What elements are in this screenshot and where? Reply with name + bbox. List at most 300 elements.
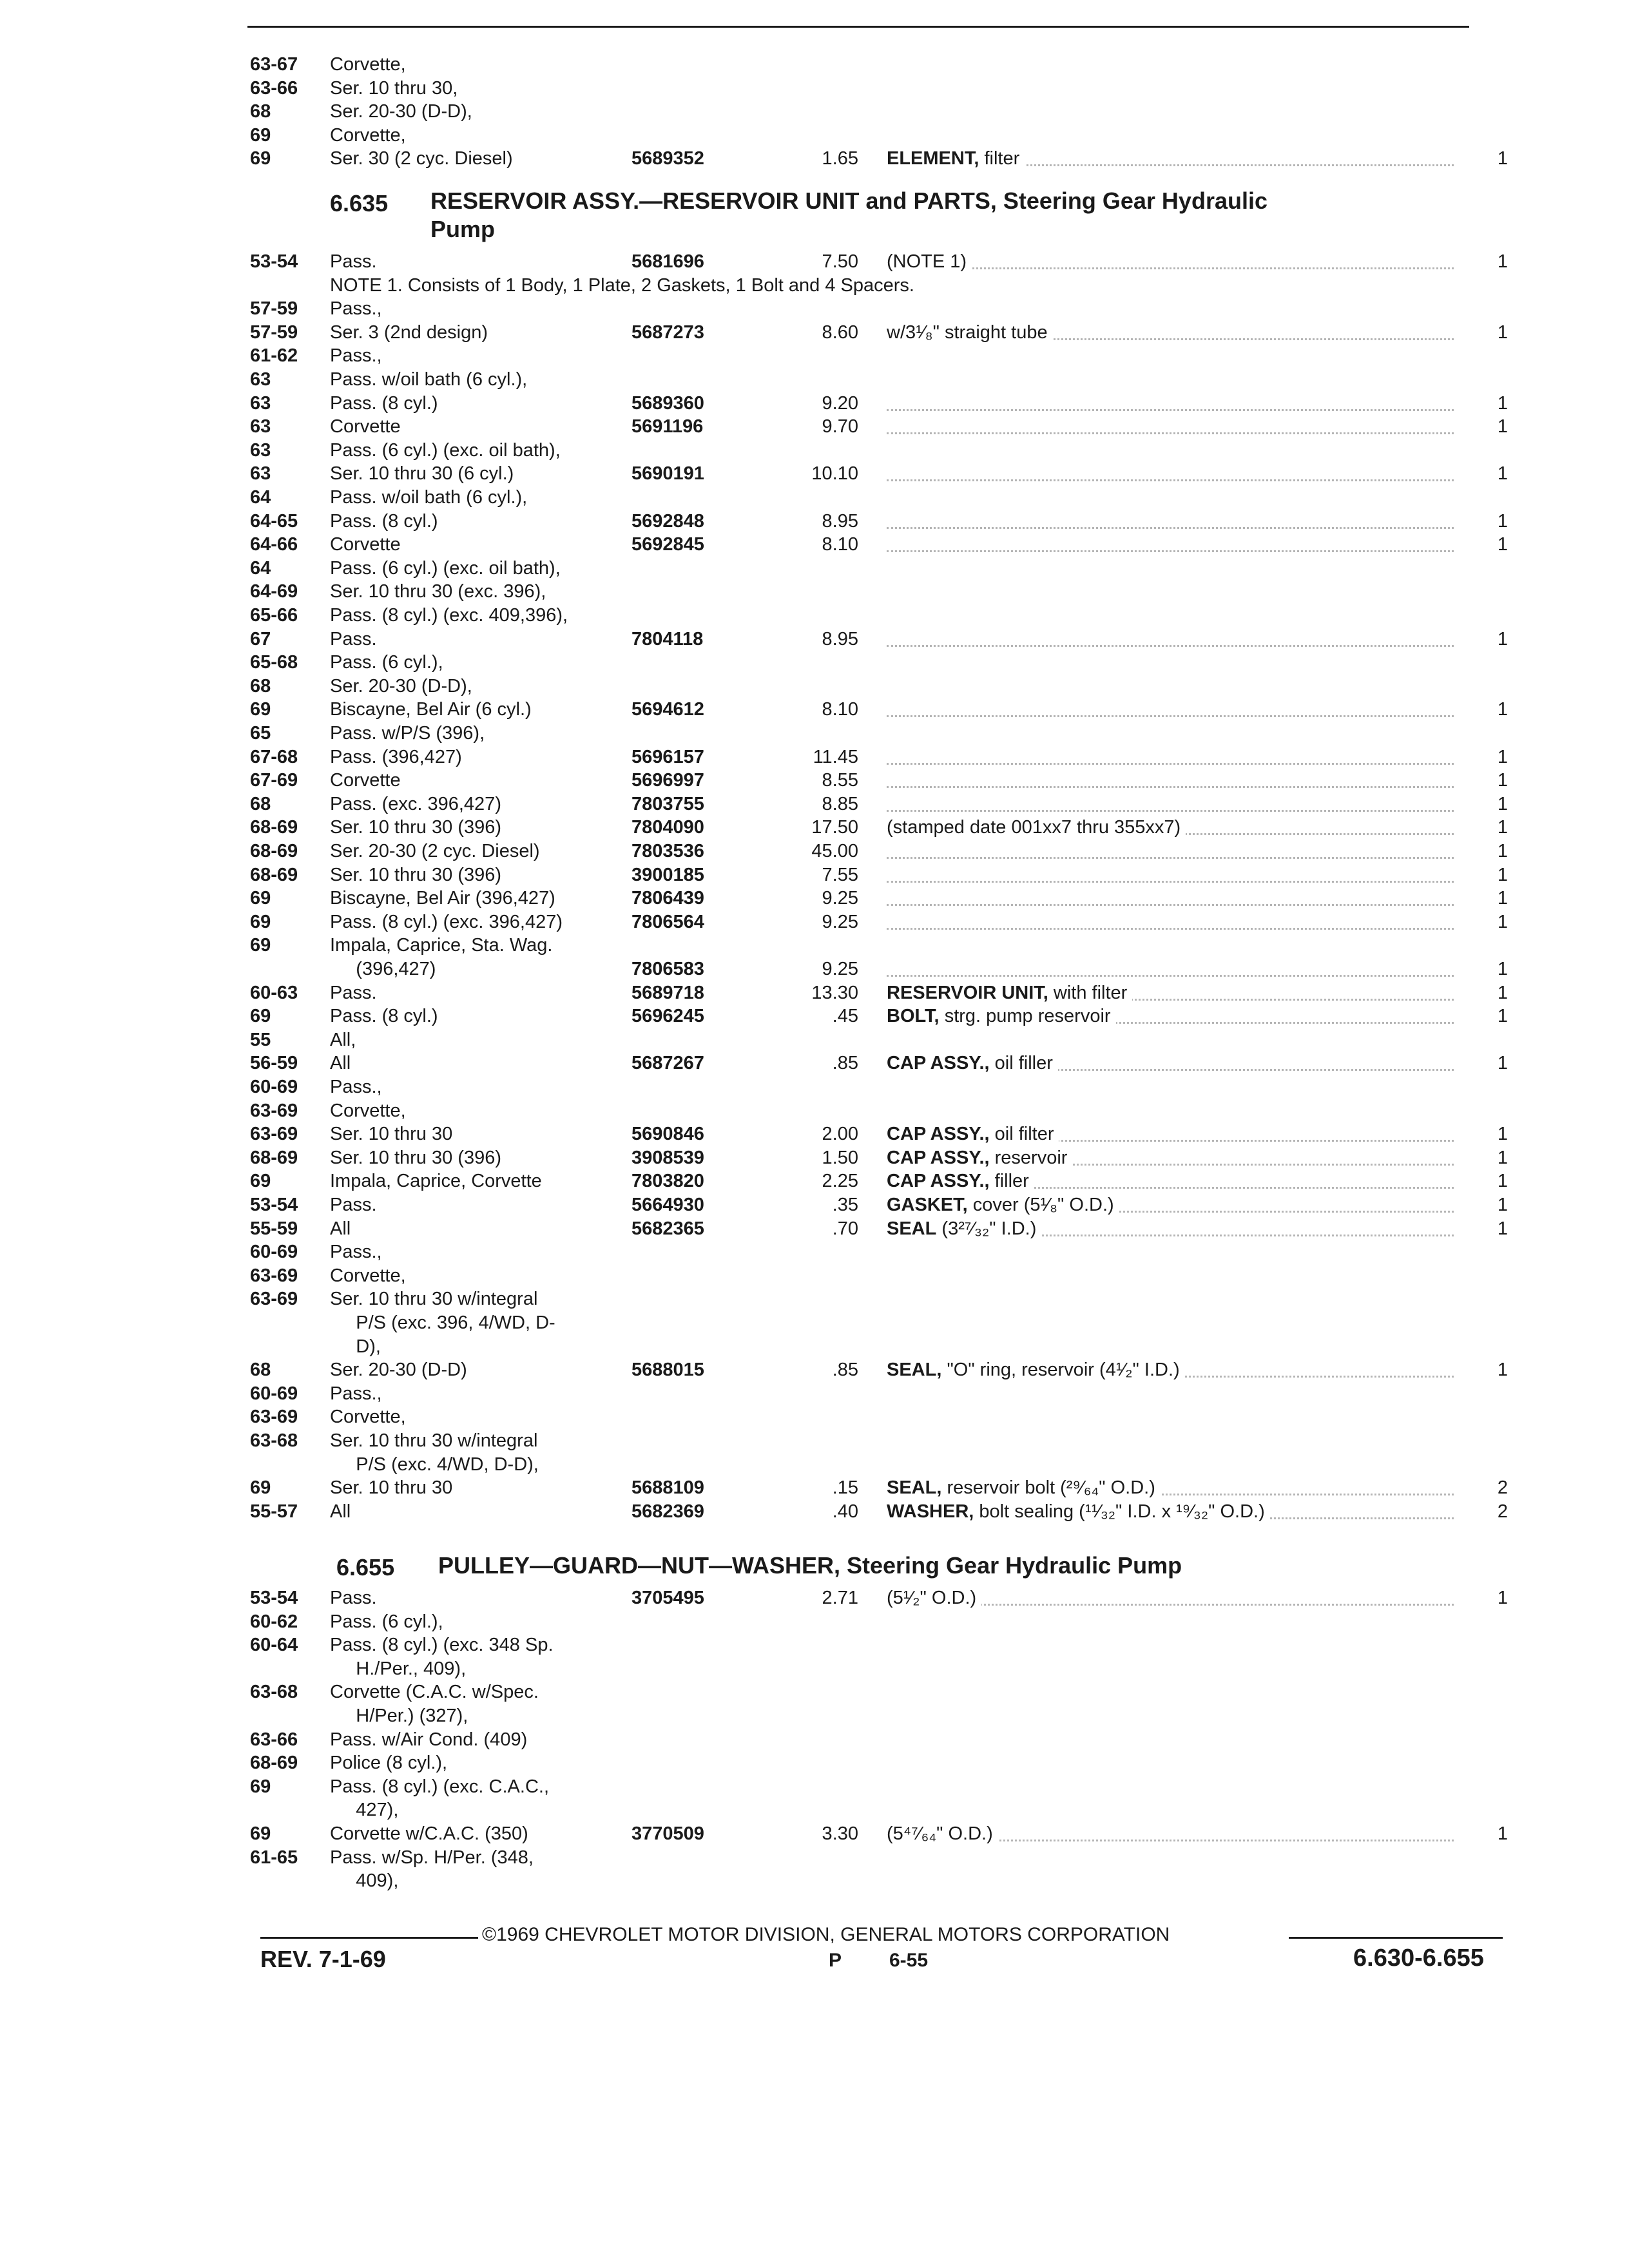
year-range: 63-69 bbox=[250, 1265, 298, 1286]
dot-leader bbox=[887, 386, 1454, 411]
description-item: BOLT, bbox=[887, 1006, 940, 1027]
quantity: 1 bbox=[1489, 981, 1508, 1004]
application: Pass. w/oil bath (6 cyl.), bbox=[330, 369, 528, 390]
note-text: NOTE 1. Consists of 1 Body, 1 Plate, 2 Gaskets, 1 Bolt and 4 Spacers. bbox=[330, 274, 914, 296]
application: Biscayne, Bel Air (396,427) bbox=[330, 888, 555, 909]
year-range: 60-69 bbox=[250, 1383, 298, 1404]
year-range: 63 bbox=[250, 439, 271, 461]
catalog-row bbox=[0, 1052, 1629, 1075]
description-item: WASHER, bbox=[887, 1501, 974, 1522]
price: .70 bbox=[832, 1218, 858, 1239]
catalog-row bbox=[0, 1586, 1629, 1610]
part-number: 5687267 bbox=[631, 1053, 704, 1074]
year-range: 69 bbox=[250, 1776, 271, 1797]
application: Ser. 20-30 (D-D), bbox=[330, 101, 472, 122]
part-number: 7803536 bbox=[631, 841, 704, 861]
description-item: SEAL, bbox=[887, 1477, 942, 1499]
quantity: 1 bbox=[1489, 321, 1508, 344]
description-text: "O" ring, reservoir (4¹⁄₂" I.D.) bbox=[947, 1360, 1180, 1381]
application: Pass. (8 cyl.) bbox=[330, 1006, 438, 1027]
quantity: 1 bbox=[1489, 1217, 1508, 1240]
description bbox=[887, 1004, 1116, 1028]
year-range: 57-59 bbox=[250, 322, 298, 343]
quantity: 1 bbox=[1489, 816, 1508, 839]
quantity: 1 bbox=[1489, 863, 1508, 887]
part-number: 5696997 bbox=[631, 770, 704, 791]
price: 11.45 bbox=[813, 746, 858, 767]
description-text: with filter bbox=[1053, 982, 1128, 1003]
description-text: (stamped date 001xx7 thru 355xx7) bbox=[887, 817, 1181, 838]
year-range: 69 bbox=[250, 1006, 271, 1027]
quantity: 1 bbox=[1489, 793, 1508, 816]
part-number: 5690191 bbox=[631, 463, 704, 485]
application: Pass. w/Sp. H/Per. (348, bbox=[330, 1847, 534, 1868]
description bbox=[887, 1822, 998, 1845]
catalog-row bbox=[0, 1822, 1629, 1845]
year-range: 63-66 bbox=[250, 77, 298, 99]
year-range: 69 bbox=[250, 1171, 271, 1192]
part-number: 5696157 bbox=[631, 746, 704, 767]
application: Ser. 10 thru 30 bbox=[330, 1477, 453, 1499]
price: 45.00 bbox=[811, 841, 858, 861]
year-range: 63-69 bbox=[250, 1100, 298, 1121]
dot-leader bbox=[887, 787, 1454, 812]
application: 409), bbox=[330, 1870, 399, 1892]
quantity: 1 bbox=[1489, 533, 1508, 556]
description-text: cover (5¹⁄₈" O.D.) bbox=[972, 1195, 1114, 1215]
quantity: 1 bbox=[1489, 698, 1508, 721]
description-item: CAP ASSY., bbox=[887, 1147, 990, 1168]
quantity: 1 bbox=[1489, 910, 1508, 934]
description-text: strg. pump reservoir bbox=[944, 1006, 1111, 1027]
catalog-row bbox=[0, 1264, 1629, 1287]
application: Corvette, bbox=[330, 124, 406, 146]
year-range: 68 bbox=[250, 101, 271, 122]
quantity: 2 bbox=[1489, 1476, 1508, 1499]
copyright: ©1969 CHEVROLET MOTOR DIVISION, GENERAL MOTORS CORPORATION bbox=[482, 1924, 1170, 1945]
quantity: 1 bbox=[1489, 840, 1508, 863]
dot-leader bbox=[887, 952, 1454, 977]
part-number: 5696245 bbox=[631, 1006, 704, 1027]
application: Pass. (8 cyl.) bbox=[330, 510, 438, 532]
dot-leader bbox=[887, 409, 1454, 434]
year-range: 63-68 bbox=[250, 1682, 298, 1703]
catalog-row bbox=[0, 651, 1629, 674]
year-range: 69 bbox=[250, 148, 271, 169]
price: .85 bbox=[832, 1360, 858, 1381]
year-range: 64-69 bbox=[250, 581, 298, 602]
description-text: filler bbox=[994, 1171, 1029, 1192]
application: Ser. 20-30 (D-D), bbox=[330, 675, 472, 697]
application: Corvette w/C.A.C. (350) bbox=[330, 1823, 528, 1844]
year-range: 57-59 bbox=[250, 298, 298, 320]
year-range: 63 bbox=[250, 392, 271, 414]
description bbox=[887, 1052, 1058, 1075]
part-number: 7803820 bbox=[631, 1171, 704, 1192]
year-range: 60-62 bbox=[250, 1611, 298, 1632]
price: 9.25 bbox=[822, 911, 858, 932]
part-number: 5691196 bbox=[631, 416, 704, 437]
application: Pass. (6 cyl.) (exc. oil bath), bbox=[330, 557, 561, 579]
description-text: (NOTE 1) bbox=[887, 251, 967, 272]
quantity: 1 bbox=[1489, 1822, 1508, 1845]
application: Pass. bbox=[330, 1195, 377, 1215]
description-item: GASKET, bbox=[887, 1195, 968, 1215]
description bbox=[887, 1500, 1270, 1523]
application: Ser. 10 thru 30 (exc. 396), bbox=[330, 581, 546, 602]
year-range: 67-69 bbox=[250, 770, 298, 791]
application: Impala, Caprice, Sta. Wag. bbox=[330, 935, 553, 956]
price: 2.71 bbox=[822, 1588, 858, 1608]
year-range: 68-69 bbox=[250, 1753, 298, 1774]
catalog-row bbox=[0, 1775, 1629, 1798]
application: H./Per., 409), bbox=[330, 1658, 467, 1679]
description-item: SEAL, bbox=[887, 1360, 942, 1381]
quantity: 1 bbox=[1489, 1169, 1508, 1193]
application: Ser. 10 thru 30 bbox=[330, 1124, 453, 1145]
application: Pass. w/P/S (396), bbox=[330, 723, 485, 744]
catalog-row bbox=[0, 462, 1629, 485]
part-number: 3705495 bbox=[631, 1588, 704, 1608]
price: 8.95 bbox=[822, 510, 858, 532]
description-text: (3²⁷⁄₃₂" I.D.) bbox=[941, 1218, 1037, 1239]
year-range: 56-59 bbox=[250, 1053, 298, 1074]
description-text: w/3¹⁄₈" straight tube bbox=[887, 322, 1048, 343]
description-item: ELEMENT, bbox=[887, 148, 979, 169]
catalog-row bbox=[0, 1240, 1629, 1264]
application: Corvette bbox=[330, 770, 401, 791]
catalog-row bbox=[0, 1405, 1629, 1428]
price: 7.50 bbox=[822, 251, 858, 272]
description-text: reservoir bolt (²⁹⁄₆₄" O.D.) bbox=[947, 1477, 1155, 1499]
catalog-row bbox=[0, 533, 1629, 556]
catalog-row bbox=[0, 1358, 1629, 1381]
application: Pass. (8 cyl.) bbox=[330, 392, 438, 414]
description bbox=[887, 1217, 1041, 1240]
quantity: 1 bbox=[1489, 1586, 1508, 1610]
part-number: 5664930 bbox=[631, 1195, 704, 1215]
application: P/S (exc. 4/WD, D-D), bbox=[330, 1454, 539, 1475]
application: Pass. (6 cyl.) (exc. oil bath), bbox=[330, 439, 561, 461]
application: Pass. (396,427) bbox=[330, 746, 462, 767]
application: Pass. bbox=[330, 251, 377, 272]
application: D), bbox=[330, 1336, 381, 1357]
year-range: 64 bbox=[250, 487, 271, 508]
price: 2.25 bbox=[822, 1171, 858, 1192]
application: Pass. bbox=[330, 628, 377, 649]
year-range: 53-54 bbox=[250, 251, 298, 272]
description-item: CAP ASSY., bbox=[887, 1124, 990, 1145]
application: Pass. (8 cyl.) (exc. C.A.C., bbox=[330, 1776, 549, 1797]
year-range: 64 bbox=[250, 557, 271, 579]
section-635-title-line2: Pump bbox=[430, 216, 496, 242]
dot-leader bbox=[887, 881, 1454, 906]
dot-leader bbox=[887, 504, 1454, 529]
dot-leader bbox=[887, 692, 1454, 717]
application: All bbox=[330, 1501, 351, 1522]
catalog-row bbox=[0, 1728, 1629, 1751]
application: Biscayne, Bel Air (6 cyl.) bbox=[330, 699, 532, 720]
price: 8.85 bbox=[822, 793, 858, 814]
catalog-row bbox=[0, 557, 1629, 580]
section-635-number: 6.635 bbox=[330, 190, 389, 216]
year-range: 68 bbox=[250, 675, 271, 697]
catalog-row bbox=[0, 321, 1629, 344]
application: Pass. bbox=[330, 1588, 377, 1608]
application: Pass. (8 cyl.) (exc. 348 Sp. bbox=[330, 1635, 554, 1656]
application: Ser. 10 thru 30 w/integral bbox=[330, 1430, 538, 1451]
part-number: 5690846 bbox=[631, 1124, 704, 1145]
dot-leader bbox=[887, 858, 1454, 883]
year-range: 55-59 bbox=[250, 1218, 298, 1239]
part-number: 7804118 bbox=[631, 628, 704, 649]
quantity: 1 bbox=[1489, 628, 1508, 651]
quantity: 1 bbox=[1489, 147, 1508, 170]
part-number: 5689352 bbox=[631, 148, 704, 169]
application: Ser. 30 (2 cyc. Diesel) bbox=[330, 148, 513, 169]
part-number: 5681696 bbox=[631, 251, 704, 272]
catalog-row bbox=[0, 53, 1629, 76]
year-range: 53-54 bbox=[250, 1195, 298, 1215]
price: 8.60 bbox=[822, 322, 858, 343]
catalog-row bbox=[0, 1500, 1629, 1523]
application: Pass. bbox=[330, 982, 377, 1003]
application: Corvette (C.A.C. w/Spec. bbox=[330, 1682, 539, 1703]
application: Ser. 20-30 (2 cyc. Diesel) bbox=[330, 841, 540, 861]
catalog-row bbox=[0, 1004, 1629, 1028]
part-number: 5687273 bbox=[631, 322, 704, 343]
price: 8.10 bbox=[822, 699, 858, 720]
price: 8.10 bbox=[822, 534, 858, 555]
year-range: 68 bbox=[250, 1360, 271, 1381]
catalog-row bbox=[0, 250, 1629, 273]
catalog-row bbox=[0, 1382, 1629, 1405]
page-number: 6-55 bbox=[889, 1950, 929, 1971]
year-range: 60-69 bbox=[250, 1077, 298, 1097]
footer-rule-right bbox=[1289, 1937, 1503, 1939]
catalog-row bbox=[0, 580, 1629, 603]
catalog-row bbox=[0, 1751, 1629, 1774]
application: Ser. 20-30 (D-D) bbox=[330, 1360, 467, 1381]
year-range: 69 bbox=[250, 911, 271, 932]
application: (396,427) bbox=[330, 959, 436, 979]
description bbox=[887, 1586, 981, 1610]
year-range: 68 bbox=[250, 793, 271, 814]
description-text: oil filter bbox=[994, 1124, 1054, 1145]
dot-leader bbox=[887, 456, 1454, 481]
price: 9.20 bbox=[822, 392, 858, 414]
catalog-row bbox=[0, 1704, 1629, 1727]
catalog-row bbox=[0, 1846, 1629, 1869]
footer-rule-left bbox=[260, 1937, 478, 1939]
year-range: 63-66 bbox=[250, 1729, 298, 1750]
price: 9.70 bbox=[822, 416, 858, 437]
application: Pass., bbox=[330, 1383, 382, 1404]
year-range: 68-69 bbox=[250, 817, 298, 838]
description-item: CAP ASSY., bbox=[887, 1053, 990, 1074]
part-number: 5689360 bbox=[631, 392, 704, 414]
top-rule bbox=[247, 26, 1469, 28]
application: Ser. 10 thru 30 (396) bbox=[330, 864, 501, 885]
dot-leader bbox=[887, 527, 1454, 552]
catalog-row bbox=[0, 1633, 1629, 1657]
price: 7.55 bbox=[822, 864, 858, 885]
year-range: 63-69 bbox=[250, 1289, 298, 1310]
price: 3.30 bbox=[822, 1823, 858, 1844]
catalog-row bbox=[0, 1075, 1629, 1099]
quantity: 1 bbox=[1489, 957, 1508, 981]
application: 427), bbox=[330, 1800, 399, 1821]
part-number: 5688015 bbox=[631, 1360, 704, 1381]
part-number: 7804090 bbox=[631, 817, 704, 838]
application: P/S (exc. 396, 4/WD, D- bbox=[330, 1312, 555, 1333]
application: Pass., bbox=[330, 345, 382, 367]
application: Pass., bbox=[330, 298, 382, 320]
application: Police (8 cyl.), bbox=[330, 1753, 448, 1774]
application: Corvette, bbox=[330, 1265, 406, 1286]
dot-leader bbox=[887, 905, 1454, 930]
price: 8.95 bbox=[822, 628, 858, 649]
dot-leader bbox=[887, 622, 1454, 647]
year-range: 63-69 bbox=[250, 1124, 298, 1145]
part-number: 3900185 bbox=[631, 864, 704, 885]
quantity: 1 bbox=[1489, 510, 1508, 533]
year-range: 63-69 bbox=[250, 1407, 298, 1428]
price: 10.10 bbox=[811, 463, 858, 485]
year-range: 60-69 bbox=[250, 1242, 298, 1263]
quantity: 1 bbox=[1489, 745, 1508, 769]
year-range: 65-66 bbox=[250, 605, 298, 626]
application: Ser. 10 thru 30 (396) bbox=[330, 817, 501, 838]
year-range: 61-65 bbox=[250, 1847, 298, 1868]
year-range: 69 bbox=[250, 1477, 271, 1499]
description-item: RESERVOIR UNIT, bbox=[887, 982, 1048, 1003]
application: All bbox=[330, 1053, 351, 1074]
quantity: 1 bbox=[1489, 1358, 1508, 1381]
application: Pass. (8 cyl.) (exc. 409,396), bbox=[330, 605, 568, 626]
year-range: 55 bbox=[250, 1029, 271, 1050]
description-text: (5¹⁄₂" O.D.) bbox=[887, 1588, 977, 1608]
year-range: 69 bbox=[250, 699, 271, 720]
application: Ser. 10 thru 30, bbox=[330, 77, 458, 99]
note-row bbox=[0, 274, 1629, 297]
part-number: 7806439 bbox=[631, 888, 704, 909]
part-number: 5692845 bbox=[631, 534, 704, 555]
quantity: 1 bbox=[1489, 1193, 1508, 1216]
catalog-row bbox=[0, 1217, 1629, 1240]
application: Corvette, bbox=[330, 54, 406, 75]
price: 17.50 bbox=[811, 817, 858, 838]
application: Ser. 3 (2nd design) bbox=[330, 322, 488, 343]
quantity: 1 bbox=[1489, 1122, 1508, 1146]
catalog-row bbox=[0, 415, 1629, 438]
application: Corvette bbox=[330, 416, 401, 437]
year-range: 69 bbox=[250, 888, 271, 909]
page-letter: P bbox=[829, 1950, 842, 1971]
quantity: 1 bbox=[1489, 769, 1508, 792]
description bbox=[887, 321, 1053, 344]
year-range: 64-66 bbox=[250, 534, 298, 555]
catalog-row bbox=[0, 698, 1629, 721]
year-range: 64-65 bbox=[250, 510, 298, 532]
price: .40 bbox=[832, 1501, 858, 1522]
price: .85 bbox=[832, 1053, 858, 1074]
price: 1.65 bbox=[822, 148, 858, 169]
quantity: 1 bbox=[1489, 887, 1508, 910]
year-range: 69 bbox=[250, 124, 271, 146]
application: Pass. (6 cyl.), bbox=[330, 1611, 443, 1632]
year-range: 63 bbox=[250, 369, 271, 390]
section-655-number: 6.655 bbox=[336, 1554, 395, 1581]
description bbox=[887, 1358, 1185, 1381]
catalog-row bbox=[0, 147, 1629, 170]
year-range: 65-68 bbox=[250, 652, 298, 673]
application: Pass. (6 cyl.), bbox=[330, 652, 443, 673]
quantity: 1 bbox=[1489, 1146, 1508, 1169]
application: Pass. (exc. 396,427) bbox=[330, 793, 501, 814]
price: 13.30 bbox=[811, 982, 858, 1003]
application: Corvette bbox=[330, 534, 401, 555]
year-range: 68-69 bbox=[250, 864, 298, 885]
application: Impala, Caprice, Corvette bbox=[330, 1171, 542, 1192]
year-range: 69 bbox=[250, 935, 271, 956]
description-item: CAP ASSY., bbox=[887, 1171, 990, 1192]
catalog-row bbox=[0, 910, 1629, 934]
quantity: 1 bbox=[1489, 392, 1508, 415]
part-number: 5688109 bbox=[631, 1477, 704, 1499]
section-635-title-line1: RESERVOIR ASSY.—RESERVOIR UNIT and PARTS, Steering Gear Hydraulic bbox=[430, 187, 1268, 214]
price: .45 bbox=[832, 1006, 858, 1027]
catalog-row bbox=[0, 1429, 1629, 1452]
price: 9.25 bbox=[822, 888, 858, 909]
catalog-row bbox=[0, 1287, 1629, 1311]
quantity: 1 bbox=[1489, 1052, 1508, 1075]
year-range: 63-68 bbox=[250, 1430, 298, 1451]
section-range: 6.630-6.655 bbox=[1353, 1945, 1484, 1972]
part-number: 5682365 bbox=[631, 1218, 704, 1239]
application: Ser. 10 thru 30 w/integral bbox=[330, 1289, 538, 1310]
catalog-row bbox=[0, 344, 1629, 367]
catalog-row bbox=[0, 1680, 1629, 1704]
catalog-row bbox=[0, 77, 1629, 100]
year-range: 68-69 bbox=[250, 841, 298, 861]
description-text: reservoir bbox=[994, 1147, 1068, 1168]
application: Pass. w/Air Cond. (409) bbox=[330, 1729, 528, 1750]
price: 9.25 bbox=[822, 959, 858, 979]
dot-leader bbox=[887, 834, 1454, 859]
year-range: 67 bbox=[250, 628, 271, 649]
part-number: 5689718 bbox=[631, 982, 704, 1003]
part-number: 5692848 bbox=[631, 510, 704, 532]
dot-leader bbox=[887, 763, 1454, 788]
catalog-row bbox=[0, 1657, 1629, 1680]
year-range: 65 bbox=[250, 723, 271, 744]
application: Ser. 10 thru 30 (6 cyl.) bbox=[330, 463, 514, 485]
application: Pass. w/oil bath (6 cyl.), bbox=[330, 487, 528, 508]
price: 8.55 bbox=[822, 770, 858, 791]
application: Pass. (8 cyl.) (exc. 396,427) bbox=[330, 911, 563, 932]
year-range: 67-68 bbox=[250, 746, 298, 767]
price: .35 bbox=[832, 1195, 858, 1215]
year-range: 69 bbox=[250, 1823, 271, 1844]
year-range: 63 bbox=[250, 463, 271, 485]
year-range: 60-64 bbox=[250, 1635, 298, 1656]
catalog-row bbox=[0, 628, 1629, 651]
year-range: 63 bbox=[250, 416, 271, 437]
quantity: 1 bbox=[1489, 1004, 1508, 1028]
application: Ser. 10 thru 30 (396) bbox=[330, 1147, 501, 1168]
quantity: 1 bbox=[1489, 250, 1508, 273]
